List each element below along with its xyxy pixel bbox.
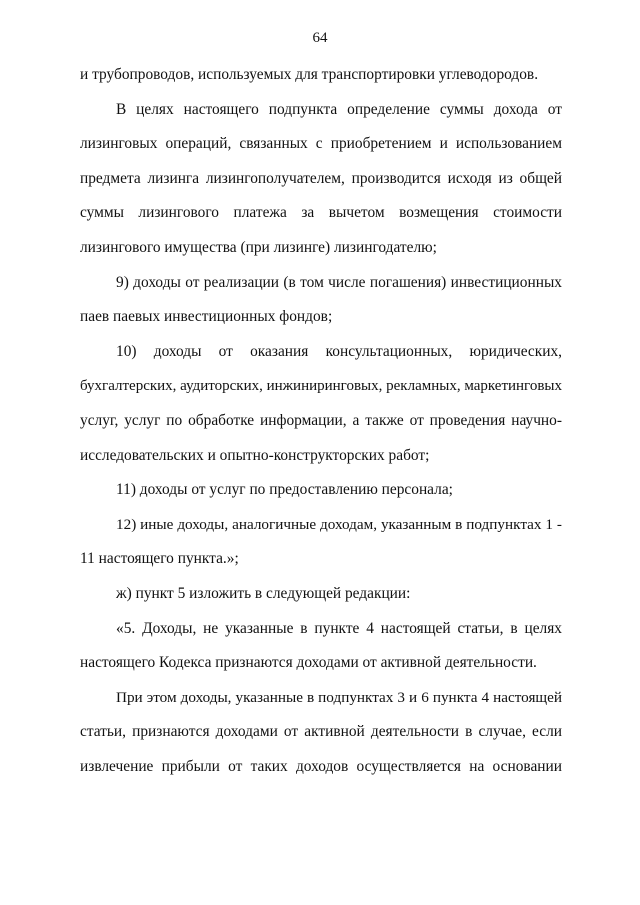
text-line: исследовательских и опытно-конструкторских работ; — [80, 446, 430, 464]
text-line: ж) пункт 5 изложить в следующей редакции: — [116, 584, 411, 602]
text-line: В целях настоящего подпункта определение суммы дохода от — [116, 100, 562, 118]
text-line: бухгалтерских, аудиторских, инжиниринговых, рекламных, маркетинговых — [80, 378, 562, 395]
text-line: извлечение прибыли от таких доходов осуществляется на основании — [80, 757, 562, 775]
text-line: лизинговых операций, связанных с приобретением и использованием — [80, 135, 562, 153]
text-line: лизингового имущества (при лизинге) лизингодателю; — [80, 238, 437, 256]
text-line: 11 настоящего пункта.»; — [80, 550, 239, 568]
text-line: услуг, услуг по обработке информации, а также от проведения научно- — [80, 411, 562, 429]
text-line: и трубопроводов, используемых для транспортировки углеводородов. — [80, 66, 539, 83]
text-line: 11) доходы от услуг по предоставлению персонала; — [116, 481, 453, 499]
document-body — [80, 58, 562, 784]
text-line: суммы лизингового платежа за вычетом возмещения стоимости — [80, 204, 562, 222]
text-line: паев паевых инвестиционных фондов; — [80, 308, 333, 326]
text-line: 9) доходы от реализации (в том числе погашения) инвестиционных — [116, 273, 562, 291]
text-line: статьи, признаются доходами от активной деятельности в случае, если — [80, 723, 562, 741]
page-number: 64 — [312, 30, 328, 46]
text-line: 10) доходы от оказания консультационных, юридических, — [116, 342, 562, 360]
text-line: настоящего Кодекса признаются доходами от активной деятельности. — [80, 654, 537, 672]
text-line: 12) иные доходы, аналогичные доходам, указанным в подпунктах 1 - — [116, 515, 562, 533]
text-line: предмета лизинга лизингополучателем, производится исходя из общей — [80, 169, 562, 187]
text-line: «5. Доходы, не указанные в пункте 4 настоящей статьи, в целях — [116, 619, 562, 637]
text-line: При этом доходы, указанные в подпунктах 3 и 6 пункта 4 настоящей — [116, 688, 562, 706]
